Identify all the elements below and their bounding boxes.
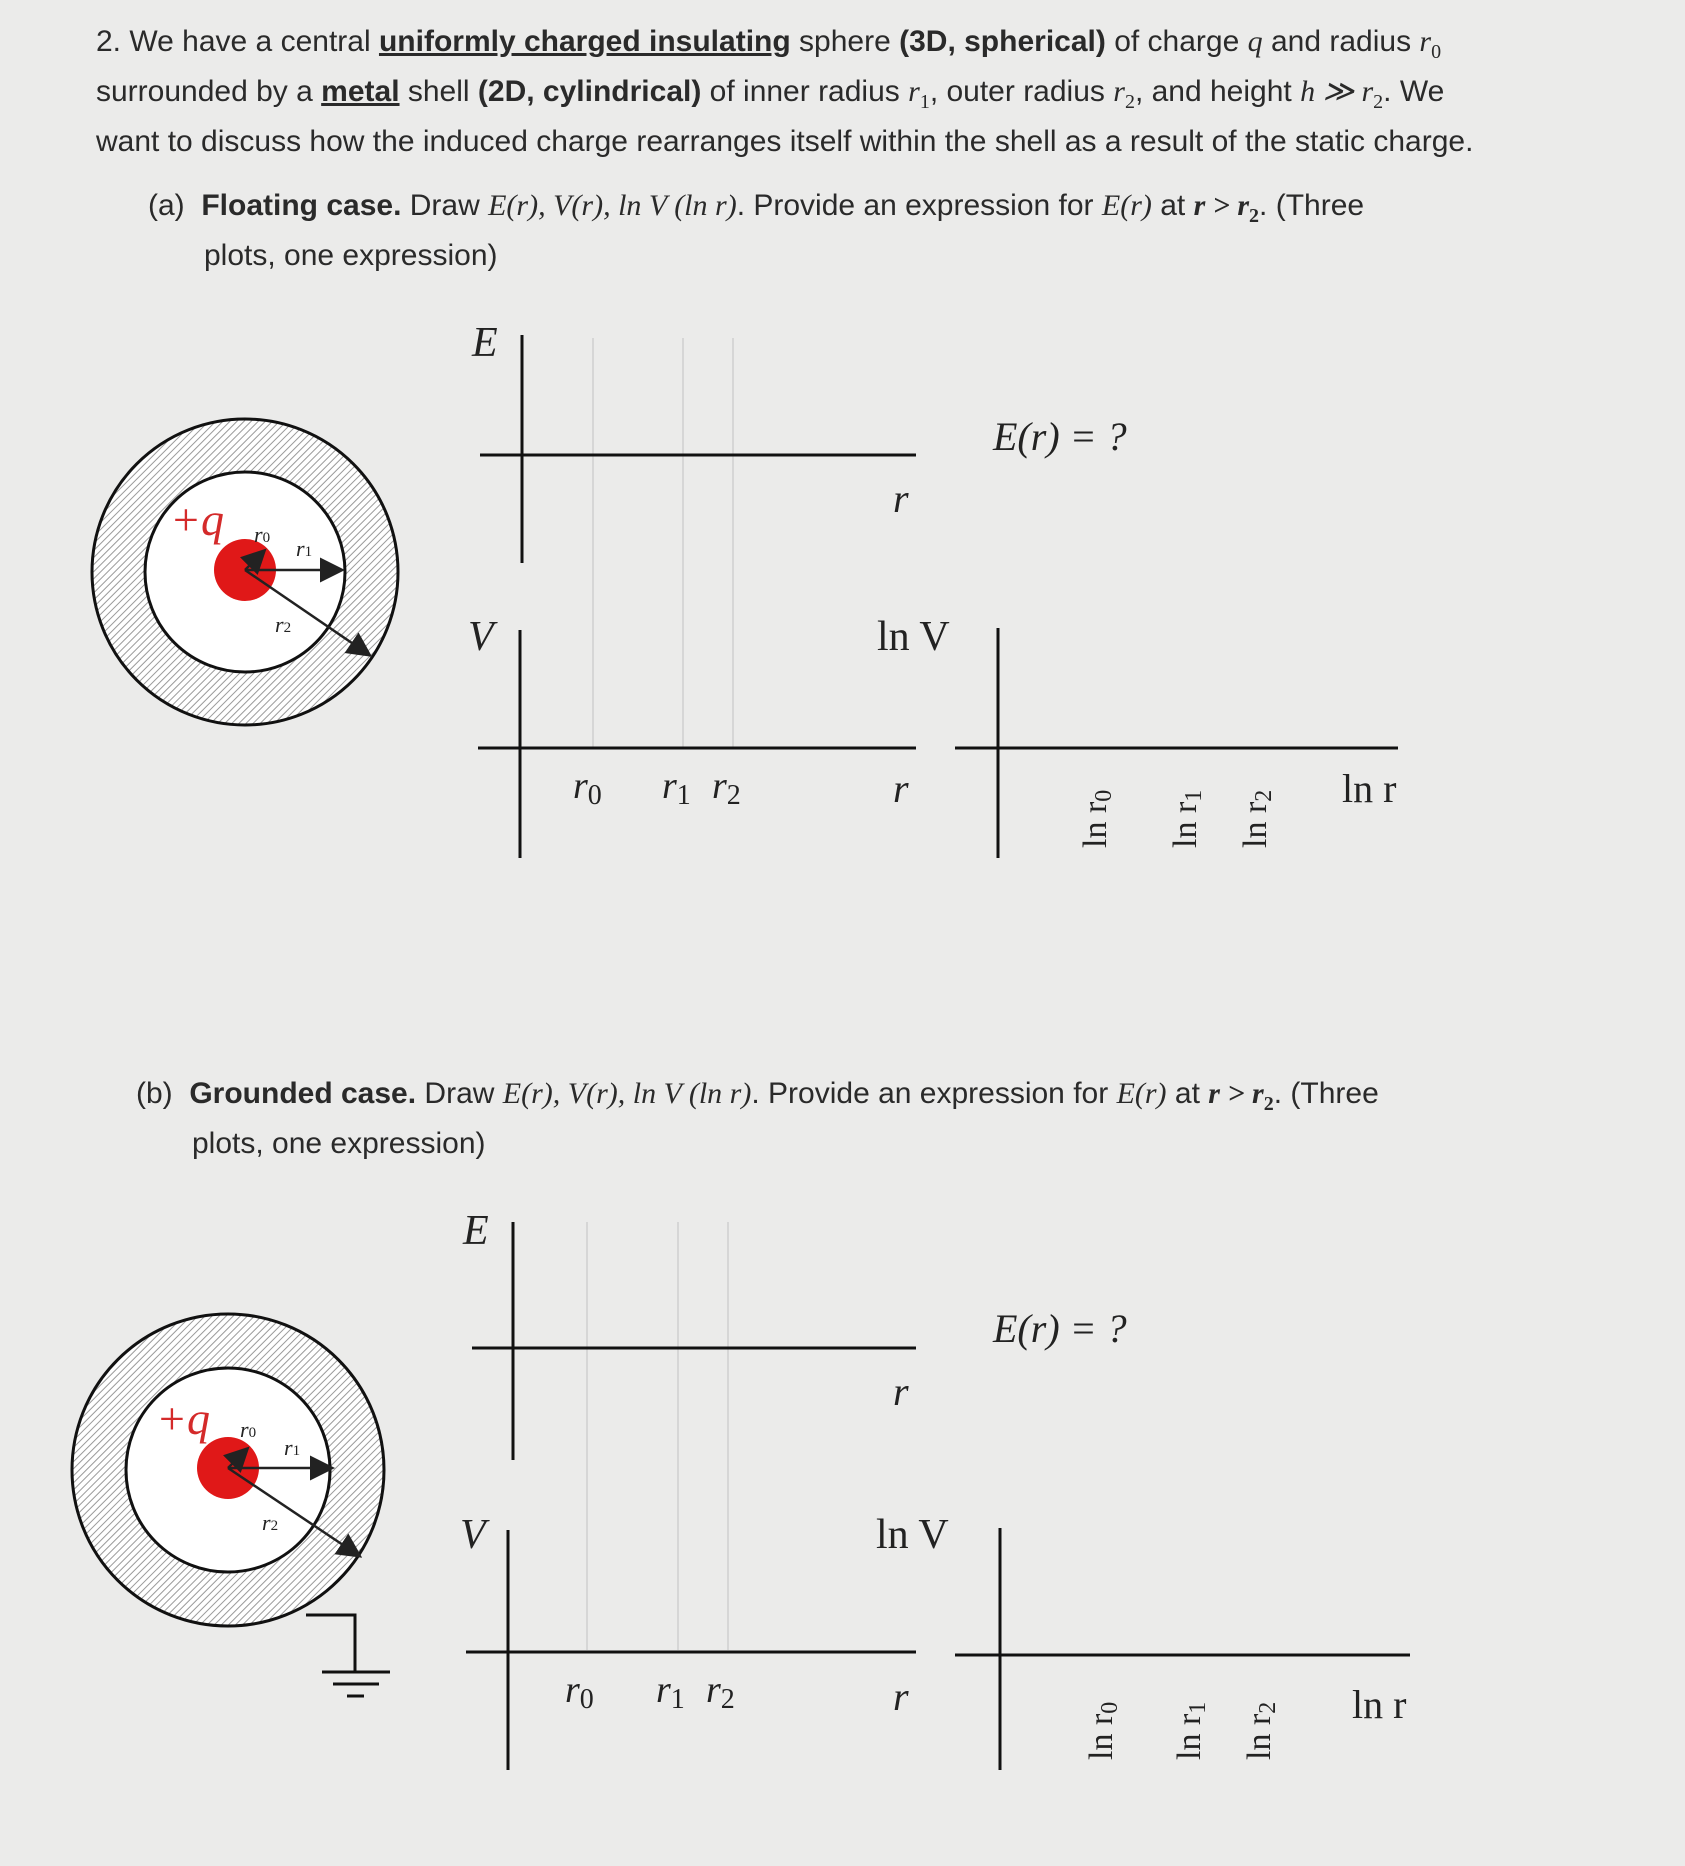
svg-text:ln r2: ln r2 [1241,1701,1281,1760]
svg-text:ln V: ln V [876,1512,949,1558]
svg-text:ln r0: ln r0 [1077,789,1117,848]
svg-text:ln r: ln r [1352,1682,1407,1727]
svg-text:E: E [463,1208,489,1254]
svg-text:r: r [893,1674,909,1719]
svg-text:ln V: ln V [877,614,950,660]
part-a-lnV-plot [877,614,1398,858]
svg-text:ln r: ln r [1342,766,1397,811]
emphasis-insulating: uniformly charged insulating [378,25,791,58]
part-a-E-plot [471,320,916,748]
part-b-V-plot [460,1512,916,1770]
part-a-title: Floating case. [201,189,402,222]
problem-line-1: 2. We have a central uniformly charged insulating sphere (3D, spherical) of charge q and radius $r_0$ [96,25,1442,63]
svg-text:r2: r2 [275,612,292,637]
svg-text:r0: r0 [573,765,602,811]
svg-text:ln r0: ln r0 [1083,1701,1123,1760]
svg-text:ln r1: ln r1 [1171,1701,1211,1760]
part-a-V-plot [468,614,916,858]
svg-text:r1: r1 [662,765,691,811]
part-b-shell-diagram [72,1314,390,1696]
svg-text:r: r [893,476,909,521]
svg-text:r2: r2 [712,765,741,811]
svg-text:V: V [468,614,494,660]
svg-text:r2: r2 [262,1510,279,1535]
svg-text:r: r [893,766,909,811]
svg-text:r: r [893,1369,909,1414]
svg-text:ln r1: ln r1 [1167,789,1207,848]
part-b-title: Grounded case. [189,1077,417,1110]
part-a-shell-diagram [92,419,398,725]
svg-text:r0: r0 [240,1417,257,1442]
svg-text:r1: r1 [656,1669,685,1715]
svg-text:r2: r2 [706,1669,735,1715]
charge-label: +q [170,494,225,545]
charge-label: +q [156,1393,211,1444]
part-b-lnV-plot [876,1512,1410,1770]
svg-text:r0: r0 [254,522,271,547]
part-b-E-question: E(r) = ? [993,1306,1127,1351]
problem-line-3: want to discuss how the induced charge rearranges itself within the shell as a result of the static charge. [96,125,1474,158]
part-a-E-question: E(r) = ? [993,414,1127,459]
ground-wire [306,1615,355,1672]
svg-text:ln r2: ln r2 [1237,789,1277,848]
svg-text:V: V [460,1512,486,1558]
emphasis-metal: metal [321,75,400,108]
svg-text:E: E [472,320,498,366]
svg-text:r1: r1 [296,536,313,561]
problem-line-2: surrounded by a metal shell (2D, cylindrical) of inner radius $r_1$, outer radius $r_2$, and height h ≫ $r_2$. We [96,75,1445,113]
svg-text:r0: r0 [565,1669,594,1715]
svg-text:r1: r1 [284,1435,301,1460]
part-a-prompt: (a) Floating case. Draw E(r), V(r), ln V (ln r). Provide an expression for E(r) at $r > r_2$. (Three plots, one expression) [148,189,1365,272]
part-b-E-plot [462,1208,916,1650]
part-b-prompt: (b) Grounded case. Draw E(r), V(r), ln V (ln r). Provide an expression for E(r) at $r > r_2$. (Three plots, one expression) [136,1077,1379,1160]
